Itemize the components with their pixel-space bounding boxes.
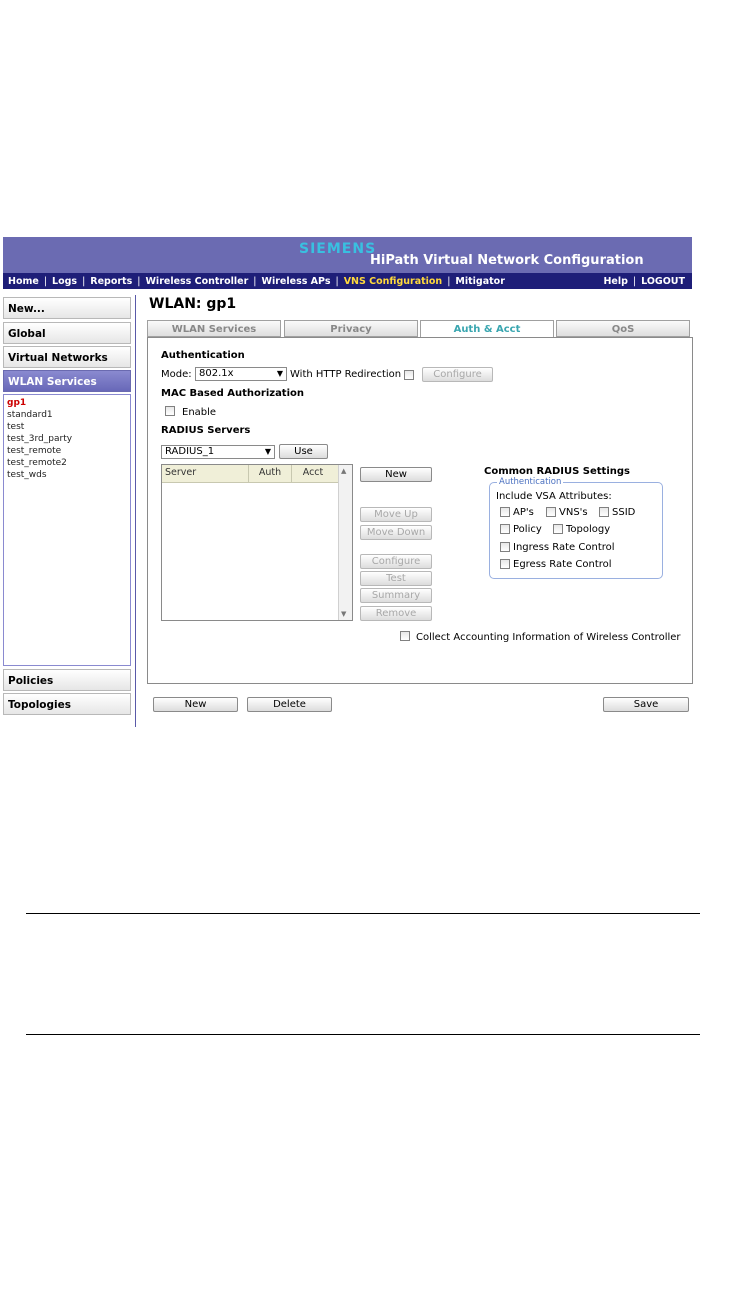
sidebar-wlan-services[interactable]: WLAN Services <box>3 370 131 392</box>
http-redirection-label: With HTTP Redirection <box>290 369 402 380</box>
wlan-new-button[interactable]: New <box>153 697 238 712</box>
ssid-label: SSID <box>612 507 636 518</box>
nav-vns-configuration[interactable]: VNS Configuration <box>343 275 443 287</box>
vnss-checkbox[interactable] <box>546 507 556 517</box>
list-item-test[interactable]: test <box>7 422 25 432</box>
sidebar-topologies[interactable]: Topologies <box>3 693 131 715</box>
rule-bottom <box>26 1034 700 1035</box>
tab-privacy[interactable]: Privacy <box>284 320 418 337</box>
move-down-button[interactable]: Move Down <box>360 525 432 540</box>
list-item-test-3rd-party[interactable]: test_3rd_party <box>7 434 73 444</box>
nav-mitigator[interactable]: Mitigator <box>455 275 505 287</box>
mac-auth-heading: MAC Based Authorization <box>161 388 305 399</box>
policy-checkbox[interactable] <box>500 524 510 534</box>
topology-label: Topology <box>566 524 611 535</box>
radius-remove-button[interactable]: Remove <box>360 606 432 621</box>
tab-auth-acct[interactable]: Auth & Acct <box>420 320 554 338</box>
aps-checkbox[interactable] <box>500 507 510 517</box>
nav-logout[interactable]: LOGOUT <box>641 275 685 287</box>
vsa-attributes-label: Include VSA Attributes: <box>496 491 612 502</box>
mode-label: Mode: <box>161 369 192 380</box>
auth-configure-button[interactable]: Configure <box>422 367 493 382</box>
mode-select-value: 802.1x <box>199 368 234 379</box>
nav-logs[interactable]: Logs <box>52 275 78 287</box>
policy-label: Policy <box>513 524 542 535</box>
radius-servers-table <box>161 464 353 621</box>
egress-rate-label: Egress Rate Control <box>513 559 612 570</box>
list-item-test-wds[interactable]: test_wds <box>7 470 47 480</box>
topology-checkbox[interactable] <box>553 524 563 534</box>
authentication-group-legend: Authentication <box>499 477 562 487</box>
nav-wireless-aps[interactable]: Wireless APs <box>261 275 331 287</box>
nav-reports[interactable]: Reports <box>90 275 133 287</box>
siemens-logo: SIEMENS <box>299 241 377 257</box>
radius-server-select-value: RADIUS_1 <box>165 446 215 457</box>
nav-home[interactable]: Home <box>8 275 39 287</box>
column-server[interactable]: Server <box>165 467 197 478</box>
nav-help[interactable]: Help <box>603 275 628 287</box>
sidebar-virtual-networks[interactable]: Virtual Networks <box>3 346 131 368</box>
collect-accounting-checkbox[interactable] <box>400 631 410 641</box>
list-item-standard1[interactable]: standard1 <box>7 410 53 420</box>
radius-summary-button[interactable]: Summary <box>360 588 432 603</box>
save-button[interactable]: Save <box>603 697 689 712</box>
radius-new-button[interactable]: New <box>360 467 432 482</box>
ssid-checkbox[interactable] <box>599 507 609 517</box>
egress-rate-checkbox[interactable] <box>500 559 510 569</box>
sidebar-global[interactable]: Global <box>3 322 131 344</box>
nav-right-group: Help | LOGOUT <box>598 276 692 287</box>
scroll-down-icon[interactable]: ▼ <box>341 610 347 618</box>
ingress-rate-label: Ingress Rate Control <box>513 542 615 553</box>
nav-wireless-controller[interactable]: Wireless Controller <box>145 275 249 287</box>
radius-server-select[interactable] <box>161 445 275 459</box>
sidebar-divider <box>135 295 136 727</box>
chevron-down-icon: ▼ <box>264 447 271 456</box>
scroll-up-icon[interactable]: ▲ <box>341 467 347 475</box>
http-redirection-checkbox[interactable] <box>404 370 414 380</box>
tab-qos[interactable]: QoS <box>556 320 690 337</box>
top-nav-bar: Home | Logs | Reports | Wireless Controller | Wireless APs | VNS Configuration | Mitigator Help | LOGOUT <box>3 273 692 289</box>
list-item-test-remote[interactable]: test_remote <box>7 446 62 456</box>
sidebar <box>3 297 133 717</box>
wlan-delete-button[interactable]: Delete <box>247 697 332 712</box>
rule-top <box>26 913 700 914</box>
sidebar-policies[interactable]: Policies <box>3 669 131 691</box>
radius-configure-button[interactable]: Configure <box>360 554 432 569</box>
list-item-gp1[interactable]: gp1 <box>7 398 27 408</box>
authentication-heading: Authentication <box>161 350 245 361</box>
table-header <box>162 465 340 483</box>
page-title: WLAN: gp1 <box>149 296 237 312</box>
chevron-down-icon: ▼ <box>276 369 283 378</box>
mac-enable-checkbox[interactable] <box>165 406 175 416</box>
column-acct[interactable]: Acct <box>302 467 324 478</box>
aps-label: AP's <box>513 507 534 518</box>
column-auth[interactable]: Auth <box>258 467 282 478</box>
radius-test-button[interactable]: Test <box>360 571 432 586</box>
common-radius-heading: Common RADIUS Settings <box>484 466 630 477</box>
move-up-button[interactable]: Move Up <box>360 507 432 522</box>
table-scrollbar[interactable] <box>338 465 352 620</box>
list-item-test-remote2[interactable]: test_remote2 <box>7 458 67 468</box>
vnss-label: VNS's <box>559 507 588 518</box>
ingress-rate-checkbox[interactable] <box>500 542 510 552</box>
radius-servers-heading: RADIUS Servers <box>161 425 251 436</box>
use-button[interactable]: Use <box>279 444 328 459</box>
tab-wlan-services[interactable]: WLAN Services <box>147 320 281 337</box>
collect-accounting-label: Collect Accounting Information of Wireless Controller <box>416 632 681 643</box>
sidebar-new[interactable]: New... <box>3 297 131 319</box>
mac-enable-label: Enable <box>182 407 217 418</box>
product-title: HiPath Virtual Network Configuration <box>370 253 644 268</box>
mode-select[interactable] <box>195 367 287 381</box>
wlan-services-list <box>3 394 131 666</box>
